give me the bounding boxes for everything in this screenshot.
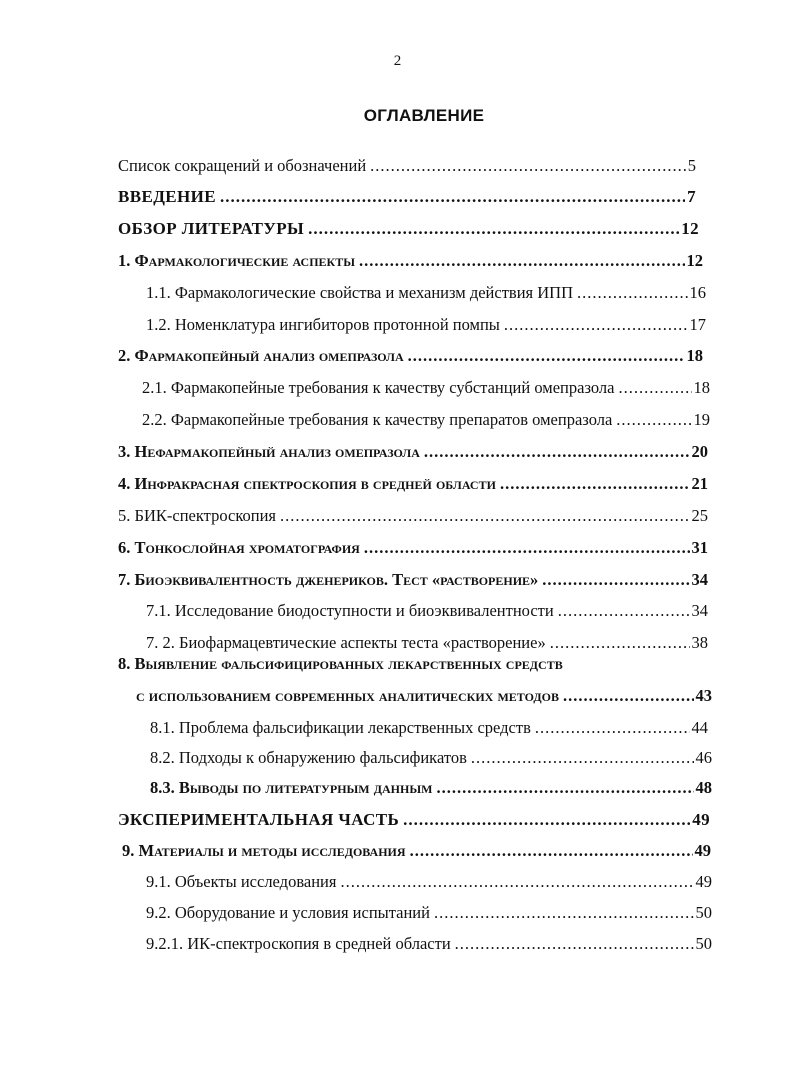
toc-entry-page: 43 xyxy=(695,686,712,705)
toc-entry-label: ВВЕДЕНИЕ xyxy=(118,187,217,206)
toc-entry-label: с использованием современных аналитических методов xyxy=(136,686,559,705)
toc-entry-page: 20 xyxy=(691,442,708,461)
toc-entry-label: 9.1. Объекты исследования xyxy=(146,872,337,891)
toc-entry-page: 49 xyxy=(695,872,712,891)
toc-entry-page: 50 xyxy=(695,903,712,922)
toc-entry-label: 5. БИК-спектроскопия xyxy=(118,506,276,525)
toc-entry xyxy=(146,283,706,305)
toc-entry xyxy=(142,410,710,432)
toc-entry-label: ЭКСПЕРИМЕНТАЛЬНАЯ ЧАСТЬ xyxy=(118,810,400,829)
toc-entry-page: 44 xyxy=(691,718,708,737)
toc-entry xyxy=(118,442,708,464)
toc-entry-label: 1.2. Номенклатура ингибиторов протонной помпы xyxy=(146,315,500,334)
toc-entry xyxy=(150,748,712,770)
toc-entry xyxy=(150,718,708,740)
toc-entry-page: 50 xyxy=(695,934,712,953)
toc-entry-label: 8.3. Выводы по литературным данным xyxy=(150,778,433,797)
toc-entry xyxy=(146,872,712,894)
toc-entry-label: ОБЗОР ЛИТЕРАТУРЫ xyxy=(118,219,305,238)
toc-entry-label: 9.2. Оборудование и условия испытаний xyxy=(146,903,430,922)
toc-entry xyxy=(122,841,711,863)
toc-entry xyxy=(146,633,708,655)
toc-entry xyxy=(118,346,703,368)
toc-title: ОГЛАВЛЕНИЕ xyxy=(363,106,485,125)
toc-entry-label: 7. 2. Биофармацевтические аспекты теста «растворение» xyxy=(146,633,546,652)
toc-entry-page: 34 xyxy=(691,601,708,620)
page-number: 2 xyxy=(393,53,402,69)
toc-entry-page: 25 xyxy=(691,506,708,525)
toc-entry-label: 2.1. Фармакопейные требования к качеству субстанций омепразола xyxy=(142,378,615,397)
toc-entry-label: 8. Выявление фальсифицированных лекарственных средств xyxy=(118,654,563,673)
toc-entry xyxy=(146,601,708,623)
toc-entry xyxy=(118,219,699,241)
toc-entry xyxy=(118,251,703,273)
toc-entry xyxy=(118,810,710,832)
toc-entry xyxy=(118,538,708,560)
toc-entry-page: 46 xyxy=(695,748,712,767)
toc-entry-label: 8.2. Подходы к обнаружению фальсификатов xyxy=(150,748,467,767)
toc-entry-label: 9.2.1. ИК-спектроскопия в средней области xyxy=(146,934,451,953)
toc-entry xyxy=(146,903,712,925)
toc-entry xyxy=(118,474,708,496)
toc-entry-label: 7. Биоэквивалентность дженериков. Тест «растворение» xyxy=(118,570,539,589)
toc-entry-page: 18 xyxy=(686,346,703,365)
toc-entry xyxy=(146,934,712,956)
toc-entry xyxy=(118,654,678,676)
toc-entry-label: 9. Материалы и методы исследования xyxy=(122,841,406,860)
toc-entry-label: 2. Фармакопейный анализ омепразола xyxy=(118,346,404,365)
toc-entry-page: 48 xyxy=(695,778,712,797)
toc-entry-page: 7 xyxy=(687,187,696,206)
toc-entry-page: 17 xyxy=(689,315,706,334)
toc-entry-label: 3. Нефармакопейный анализ омепразола xyxy=(118,442,420,461)
toc-entry-page: 34 xyxy=(691,570,708,589)
toc-entry-page: 12 xyxy=(681,219,699,238)
toc-entry xyxy=(118,506,708,528)
toc-entry-page: 31 xyxy=(691,538,708,557)
toc-entry-label: 8.1. Проблема фальсификации лекарственных средств xyxy=(150,718,531,737)
toc-entry xyxy=(142,378,710,400)
toc-entry-label: 1. Фармакологические аспекты xyxy=(118,251,356,270)
toc-entry-page: 38 xyxy=(691,633,708,652)
toc-entry-page: 49 xyxy=(694,841,711,860)
toc-entry xyxy=(118,570,708,592)
toc-entry-page: 18 xyxy=(693,378,710,397)
toc-entry-page: 16 xyxy=(689,283,706,302)
toc-entry-label: 1.1. Фармакологические свойства и механизм действия ИПП xyxy=(146,283,574,302)
toc-entry-label: 4. Инфракрасная спектроскопия в средней области xyxy=(118,474,496,493)
toc-entry-page: 21 xyxy=(691,474,708,493)
toc-entry-page: 49 xyxy=(692,810,710,829)
toc-entry xyxy=(118,187,696,209)
toc-entry-page: 19 xyxy=(693,410,710,429)
toc-entry-label: Список сокращений и обозначений xyxy=(118,156,367,175)
toc-entry-label: 2.2. Фармакопейные требования к качеству препаратов омепразола xyxy=(142,410,613,429)
toc-entry-label: 6. Тонкослойная хроматография xyxy=(118,538,360,557)
toc-entry xyxy=(118,156,696,178)
toc-entry xyxy=(146,315,706,337)
toc-entry-page: 5 xyxy=(687,156,696,175)
toc-entry xyxy=(150,778,712,800)
toc-entry xyxy=(136,686,712,708)
toc-entry-label: 7.1. Исследование биодоступности и биоэквивалентности xyxy=(146,601,554,620)
toc-entry-page: 12 xyxy=(686,251,703,270)
